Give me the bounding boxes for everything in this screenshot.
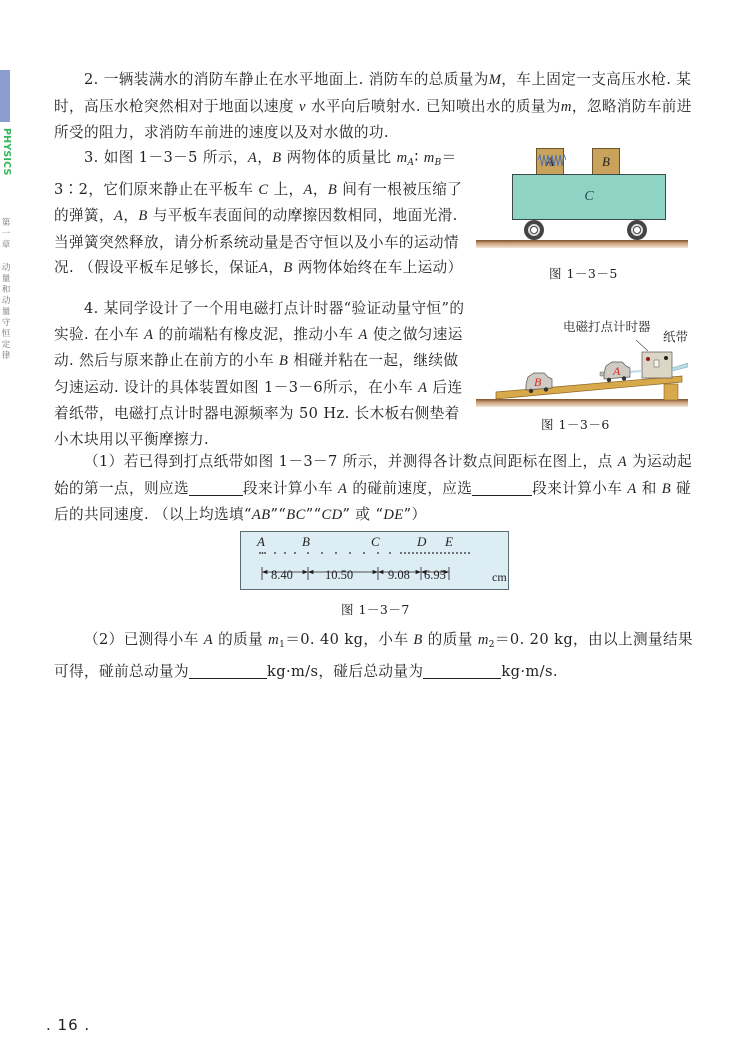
punct: ， — [257, 149, 273, 166]
page-number: . 16 . — [46, 1016, 91, 1034]
point-a: A — [257, 534, 265, 549]
problem-2-number: 2. — [84, 71, 99, 88]
unit-cm: cm — [492, 570, 507, 584]
problem-4-text: 的前端粘有橡皮泥，推动小车 — [158, 325, 354, 343]
punct: ， — [123, 207, 139, 224]
problem-4-text: 后连着纸带，电磁打点计时器电源频率为 50 Hz. 长木板右侧垫着小木块用以平衡摩擦力. — [54, 378, 463, 448]
option-de: DE — [383, 507, 404, 523]
var-B: B — [138, 208, 148, 224]
option-ab: AB — [251, 507, 271, 523]
part-2-text: 的质量 — [218, 631, 264, 648]
problem-2 — [54, 67, 704, 146]
wheel-icon — [627, 220, 647, 240]
distance-cd: 9.08 — [388, 568, 410, 582]
sidebar-subject-label: PHYSICS — [0, 124, 12, 180]
var-A: A — [337, 480, 348, 497]
subscript-B: B — [434, 158, 442, 168]
sidebar-accent-bar — [0, 70, 10, 122]
problem-4-number: 4. — [84, 300, 99, 317]
var-v: v — [298, 98, 306, 115]
problem-3-text: 上， — [273, 180, 304, 198]
mass-a-value: ＝0. 40 kg，小车 — [285, 631, 409, 648]
var-m: m — [396, 150, 408, 166]
problem-3 — [54, 145, 466, 282]
block-b: B — [592, 148, 620, 175]
var-m: m — [268, 632, 280, 648]
point-d: D — [417, 534, 427, 549]
problem-3-text: 两物体的质量比 — [286, 149, 392, 166]
part-2-text: kg·m/s，碰后总动量为 — [266, 662, 424, 680]
part-1-text: 若已得到打点纸带如图 1－3－7 所示，并测得各计数点间距标在图上，点 — [123, 453, 613, 470]
sidebar-chapter-title: 动量和动量守恒定律 — [1, 263, 11, 361]
var-B: B — [272, 150, 282, 166]
punct: ”“ — [305, 506, 322, 523]
block-a: A — [536, 148, 564, 175]
subscript-1: 1 — [279, 640, 286, 650]
figure-1-3-7-caption: 图 1－3－7 — [341, 602, 410, 617]
figure-1-3-5 — [476, 140, 688, 250]
part-1-text: 的碰前速度，应选 — [352, 479, 473, 497]
problem-2-text: ，车上固定一支高压水枪. 某时，高压水枪突然相对于地面以速度 — [54, 71, 692, 115]
incline-apparatus-diagram — [476, 310, 688, 410]
distance-bc: 10.50 — [325, 568, 354, 582]
distance-de: 6.95 — [424, 568, 446, 582]
part-2-text: 已测得小车 — [123, 631, 199, 648]
punct: ， — [268, 259, 284, 276]
point-c: C — [371, 534, 380, 549]
figure-1-3-6-caption: 图 1－3－6 — [541, 417, 610, 432]
point-b: B — [302, 534, 310, 549]
var-A: A — [247, 150, 258, 166]
answer-blank-2[interactable] — [472, 479, 532, 496]
punct: ”） — [403, 506, 427, 523]
part-1 — [54, 449, 704, 529]
ground — [476, 240, 688, 248]
problem-3-text: 两物体始终在车上运动） — [297, 259, 463, 276]
part-2-text: kg·m/s. — [501, 662, 558, 680]
var-A: A — [203, 632, 214, 648]
subscript-2: 2 — [488, 640, 495, 650]
part-1-text: 为运动起始的第一点，则应选 — [54, 453, 693, 497]
var-A: A — [144, 326, 154, 343]
figure-1-3-6 — [476, 310, 688, 410]
problem-2-text: 一辆装满水的消防车静止在水平地面上. 消防车的总质量为 — [103, 71, 489, 88]
answer-blank-4[interactable] — [423, 662, 501, 679]
problem-3-text: 间有一根被压缩了的弹簧， — [54, 180, 463, 224]
var-B: B — [283, 260, 293, 276]
var-m: m — [423, 150, 435, 166]
subscript-A: A — [407, 158, 415, 168]
option-bc: BC — [286, 507, 306, 523]
var-m: m — [477, 632, 489, 648]
punct: ， — [312, 180, 328, 198]
part-2-text: 的质量 — [427, 631, 473, 648]
spring-icon — [538, 154, 566, 167]
svg-text:A: A — [613, 364, 621, 378]
part-1-text: 和 — [641, 479, 657, 497]
var-A: A — [617, 454, 628, 470]
part-1-text: 碰后的共同速度. （以上均选填“ — [54, 479, 692, 523]
problem-4 — [54, 296, 466, 452]
sidebar-chapter-number: 第一章 — [1, 218, 11, 250]
problem-4-text: 某同学设计了一个用电磁打点计时器“验证动量守恒”的实验. 在小车 — [54, 300, 465, 343]
var-A: A — [358, 326, 368, 343]
answer-blank-1[interactable] — [189, 479, 243, 496]
answer-blank-3[interactable] — [189, 662, 267, 679]
problem-3-number: 3. — [84, 149, 99, 166]
problem-4-text: 相碰并粘在一起，继续做匀速运动. 设计的具体装置如图 1－3－6所示，在小车 — [54, 352, 459, 396]
var-B: B — [279, 353, 289, 369]
var-m: m — [560, 98, 572, 115]
label-tape: 纸带 — [663, 329, 689, 344]
part-1-label: （1） — [84, 453, 124, 470]
punct: ” 或 “ — [342, 506, 384, 523]
var-A: A — [303, 181, 313, 198]
var-A: A — [627, 480, 637, 497]
var-C: C — [258, 181, 269, 198]
var-A: A — [418, 379, 428, 396]
problem-3-text: ＝3∶2，它们原来静止在平板车 — [54, 149, 457, 198]
option-cd: CD — [321, 507, 343, 523]
problem-2-text: ，忽略消防车前进所受的阻力，求消防车前进的速度以及对水做的功. — [54, 97, 692, 141]
point-e: E — [445, 534, 453, 549]
problem-4-text: 使之做匀速运动. 然后与原来静止在前方的小车 — [54, 325, 463, 369]
problem-2-text: 水平向后喷射水. 已知喷出水的质量为 — [310, 97, 561, 115]
distance-ab: 8.40 — [271, 568, 293, 582]
punct: ”“ — [270, 506, 287, 523]
wheel-icon — [524, 220, 544, 240]
svg-text:B: B — [534, 375, 542, 389]
part-1-text: 段来计算小车 — [242, 479, 333, 497]
figure-1-3-7-tape — [240, 531, 509, 590]
var-A: A — [259, 260, 269, 276]
cart-c: C — [512, 174, 666, 220]
label-timer: 电磁打点计时器 — [563, 319, 651, 334]
sidebar-chapter — [1, 218, 11, 362]
problem-3-text: 与平板车表面间的动摩擦因数相同，地面光滑. 当弹簧突然释放，请分析系统动量是否守恒以及小车的运动情况. （假设平板车足够长，保证 — [54, 207, 459, 276]
var-M: M — [488, 72, 502, 88]
figure-1-3-5-caption: 图 1－3－5 — [549, 266, 618, 281]
var-A: A — [113, 208, 124, 224]
var-B: B — [413, 632, 423, 648]
part-1-text: 段来计算小车 — [532, 479, 623, 497]
part-2-label: （2） — [84, 631, 124, 648]
punct: ∶ — [414, 149, 419, 166]
var-B: B — [661, 480, 672, 497]
problem-3-text: 如图 1－3－5 所示， — [103, 149, 248, 166]
var-B: B — [327, 181, 338, 198]
mass-b-value: ＝0. 20 kg，由以上测量结果可得，碰前总动量为 — [54, 631, 694, 680]
part-2 — [54, 627, 704, 684]
